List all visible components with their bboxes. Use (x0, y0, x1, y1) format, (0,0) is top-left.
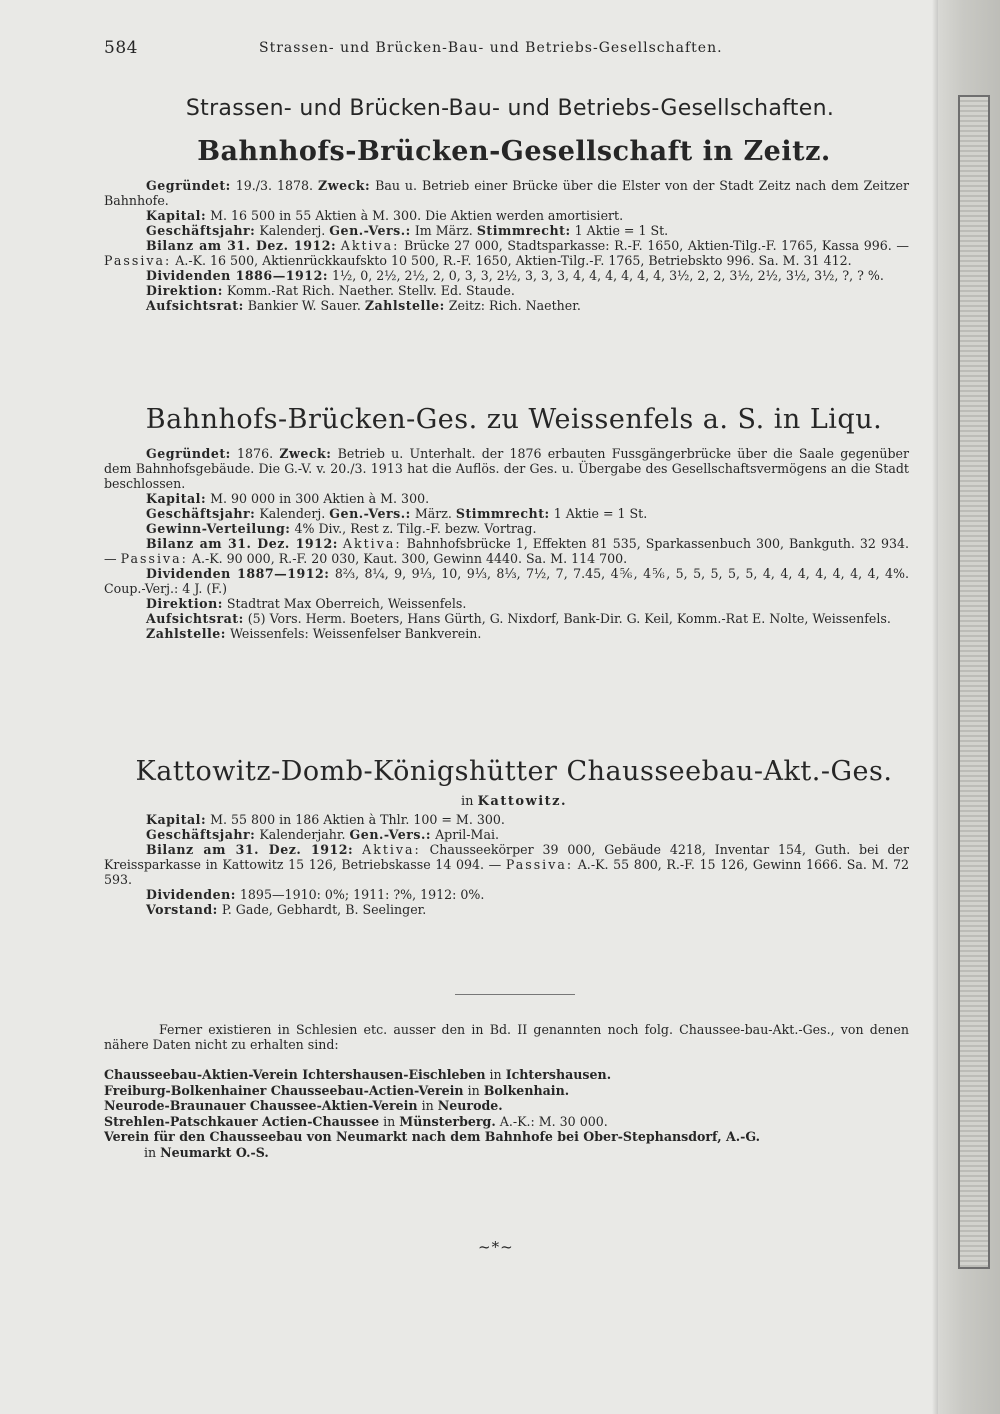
additional-companies-list (104, 1067, 909, 1160)
entry-dividends: Dividenden: 1895—1910: 0%; 1911: ?%, 1912: 0%. (146, 887, 485, 902)
company-block-weissenfels (104, 446, 909, 641)
running-title: Strassen- und Brücken-Bau- und Betriebs-Gesellschaften. (259, 40, 723, 56)
company-heading-kattowitz: Kattowitz-Domb-Königshütter Chausseebau-Akt.-Ges. (135, 756, 893, 787)
list-item: Verein für den Chausseebau von Neumarkt nach dem Bahnhofe bei Ober-Stephansdorf, A.-G. (104, 1129, 761, 1144)
company-block-zeitz (104, 178, 909, 313)
entry-founded-purpose: Gegründet: 19./3. 1878. Zweck: Bau u. Betrieb einer Brücke über die Elster von der Stadt Zeitz nach dem Zeitzer Bahnhofe. (104, 178, 909, 208)
ornament-end-mark: ~*~ (478, 1238, 514, 1256)
company-block-kattowitz (104, 812, 909, 917)
entry-supervisory-board: Aufsichtsrat: Bankier W. Sauer. Zahlstelle: Zeitz: Rich. Naether. (146, 298, 581, 313)
list-item: Chausseebau-Aktien-Verein Ichtershausen-Eischleben in Ichtershausen. (104, 1067, 612, 1082)
entry-fiscal-year: Geschäftsjahr: Kalenderj. Gen.-Vers.: März. Stimmrecht: 1 Aktie = 1 St. (146, 506, 648, 521)
entry-capital: Kapital: M. 90 000 in 300 Aktien à M. 300. (146, 491, 430, 506)
entry-profit-distribution: Gewinn-Verteilung: 4% Div., Rest z. Tilg.-F. bezw. Vortrag. (146, 521, 537, 536)
list-item: Neurode-Braunauer Chaussee-Aktien-Verein in Neurode. (104, 1098, 503, 1113)
book-binding-edge (938, 0, 1000, 1414)
entry-balance: Bilanz am 31. Dez. 1912: Aktiva: Chausseekörper 39 000, Gebäude 4218, Inventar 154, Guth. bei der Kreissparkasse in Kattowitz 15 126, Betriebskasse 14 094. — Passiva: A.-K. 55 800, R.-F. 15 126, Gewinn 1666. Sa. M. 72 593. (104, 842, 910, 887)
entry-dividends: Dividenden 1887—1912: 8⅔, 8¼, 9, 9⅓, 10, 9⅓, 8⅓, 7½, 7, 7.45, 4⅚, 4⅚, 5, 5, 5, 5, 5, 4, 4, 4, 4, 4, 4, 4, 4%. Coup.-Verj.: 4 J. (F.) (104, 566, 909, 596)
entry-dividends: Dividenden 1886—1912: 1½, 0, 2½, 2½, 2, 0, 3, 3, 2½, 3, 3, 3, 4, 4, 4, 4, 4, 4, 3½, 2, 2, 3½, 2½, 3½, 3½, ?, ? %. (146, 268, 884, 283)
running-header (104, 38, 924, 62)
entry-paying-agent: Zahlstelle: Weissenfels: Weissenfelser Bankverein. (146, 626, 482, 641)
entry-founded-purpose: Gegründet: 1876. Zweck: Betrieb u. Unterhalt. der 1876 erbauten Fussgängerbrücke über die Saale gegenüber dem Bahnhofsgebäude. Die G.-V. v. 20./3. 1913 hat die Auflös. der Ges. u. Übergabe des Gesellschaftsvermögens an die Stadt beschlossen. (104, 446, 910, 491)
entry-board: Vorstand: P. Gade, Gebhardt, B. Seelinger. (146, 902, 427, 917)
page-title: Strassen- und Brücken-Bau- und Betriebs-Gesellschaften. (185, 96, 835, 121)
entry-fiscal-year: Geschäftsjahr: Kalenderj. Gen.-Vers.: Im März. Stimmrecht: 1 Aktie = 1 St. (146, 223, 669, 238)
entry-capital: Kapital: M. 16 500 in 55 Aktien à M. 300. Die Aktien werden amortisiert. (146, 208, 624, 223)
entry-balance: Bilanz am 31. Dez. 1912: Aktiva: Bahnhofsbrücke 1, Effekten 81 535, Sparkassenbuch 300, Bankguth. 32 934. — Passiva: A.-K. 90 000, R.-F. 20 030, Kaut. 300, Gewinn 4440. Sa. M. 114 700. (104, 536, 909, 566)
list-item: Strehlen-Patschkauer Actien-Chaussee in Münsterberg. A.-K.: M. 30 000. (104, 1113, 608, 1129)
additional-intro-text: Ferner existieren in Schlesien etc. ausser den in Bd. II genannten noch folg. Chaussee-bau-Akt.-Ges., von denen nähere Daten nicht zu erhalten sind: (104, 1022, 909, 1052)
company-subtitle-kattowitz: in Kattowitz. (460, 794, 568, 809)
entry-management: Direktion: Komm.-Rat Rich. Naether. Stellv. Ed. Staude. (146, 283, 515, 298)
entry-management: Direktion: Stadtrat Max Oberreich, Weissenfels. (146, 596, 467, 611)
entry-balance: Bilanz am 31. Dez. 1912: Aktiva: Brücke 27 000, Stadtsparkasse: R.-F. 1650, Aktien-Tilg.-F. 1765, Kassa 996. — Passiva: A.-K. 16 500, Aktienrückkaufskto 10 500, R.-F. 1650, Aktien-Tilg.-F. 1765, Betriebskto 996. Sa. M. 31 412. (104, 238, 909, 268)
binding-pattern (958, 95, 990, 1269)
page-number: 584 (104, 38, 138, 58)
list-item: Freiburg-Bolkenhainer Chausseebau-Actien-Verein in Bolkenhain. (104, 1082, 570, 1098)
entry-fiscal-year: Geschäftsjahr: Kalenderjahr. Gen.-Vers.: April-Mai. (146, 827, 499, 842)
entry-supervisory-board: Aufsichtsrat: (5) Vors. Herm. Boeters, Hans Gürth, G. Nixdorf, Bank-Dir. G. Keil, Komm.-Rat E. Nolte, Weissenfels. (146, 611, 891, 626)
section-divider (455, 994, 575, 995)
company-heading-zeitz: Bahnhofs-Brücken-Gesellschaft in Zeitz. (197, 136, 831, 167)
entry-capital: Kapital: M. 55 800 in 186 Aktien à Thlr. 100 = M. 300. (146, 812, 505, 827)
additional-intro (104, 1022, 909, 1052)
list-item: in Neumarkt O.-S. (144, 1144, 269, 1160)
company-heading-weissenfels: Bahnhofs-Brücken-Ges. zu Weissenfels a. S. in Liqu. (145, 404, 883, 435)
